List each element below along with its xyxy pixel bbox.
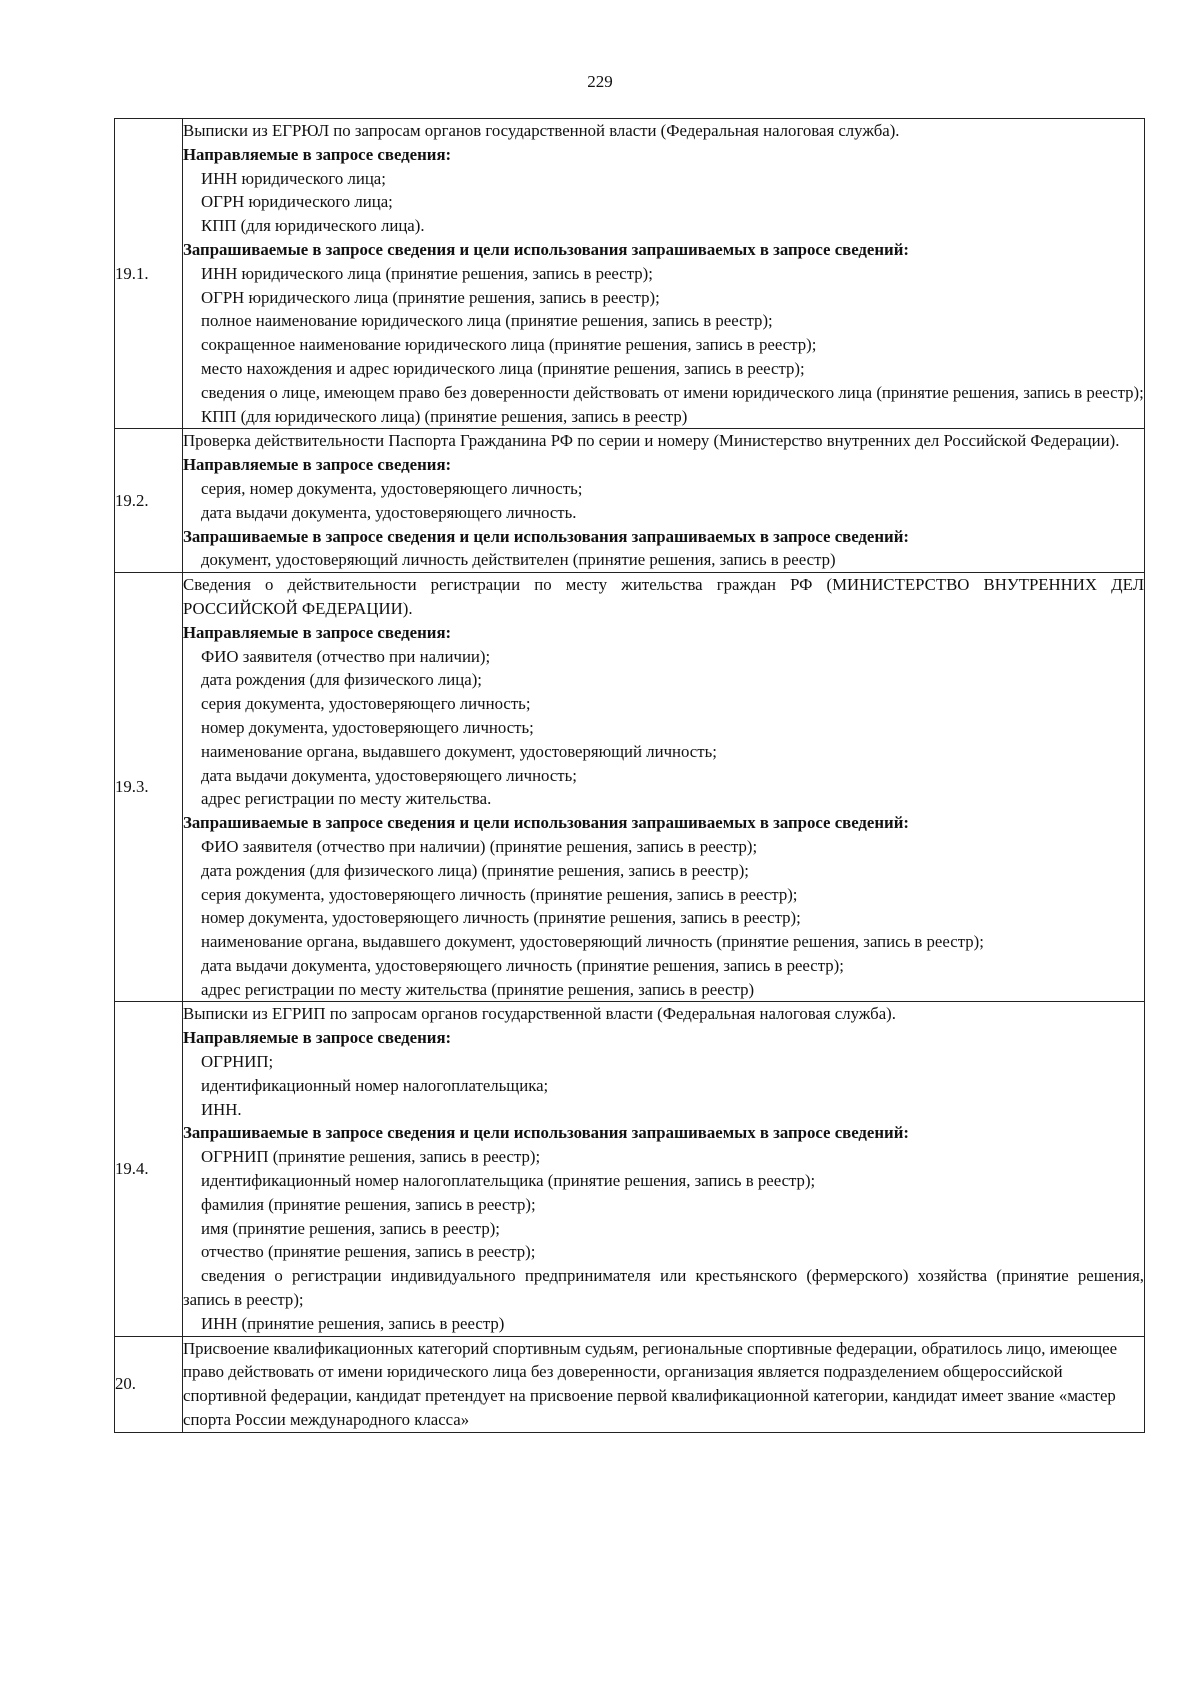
list-item: адрес регистрации по месту жительства. xyxy=(201,789,492,809)
list-item: дата рождения (для физического лица); xyxy=(201,670,482,690)
row-number: 19.4. xyxy=(115,1002,183,1336)
row-content xyxy=(183,119,1145,429)
row-text: Присвоение квалификационных категорий спортивным судьям, региональные спортивные федерации, обратилось лицо, имеющее право действовать от имени юридического лица без доверенности, организация является подразделением общероссийской спортивной федерации, кандидат претендует на присвоение первой квалификационной категории, кандидат имеет звание «мастер спорта России международного класса» xyxy=(183,1338,1118,1430)
row-number: 19.3. xyxy=(115,573,183,1002)
row-title: Проверка действительности Паспорта Гражданина РФ по серии и номеру (Министерство внутренних дел Российской Федерации). xyxy=(183,431,1120,451)
list-item: серия документа, удостоверяющего личность (принятие решения, запись в реестр); xyxy=(201,884,798,904)
list-item: полное наименование юридического лица (принятие решения, запись в реестр); xyxy=(201,311,773,331)
row-title: Выписки из ЕГРЮЛ по запросам органов государственной власти (Федеральная налоговая служба). xyxy=(183,121,900,140)
row-content xyxy=(183,573,1145,1002)
list-item: дата выдачи документа, удостоверяющего личность; xyxy=(201,765,577,785)
sent-header: Направляемые в запросе сведения: xyxy=(183,455,452,475)
list-item: ОГРН юридического лица; xyxy=(201,192,393,212)
list-item: серия документа, удостоверяющего личность; xyxy=(201,694,531,714)
list-item: отчество (принятие решения, запись в реестр); xyxy=(201,1242,536,1262)
list-item: дата выдачи документа, удостоверяющего личность. xyxy=(201,502,577,522)
list-item: ИНН (принятие решения, запись в реестр) xyxy=(201,1313,505,1333)
list-item: сведения о регистрации индивидуального предпринимателя или крестьянского (фермерского) хозяйства (принятие решения, запись в реестр); xyxy=(183,1266,1144,1310)
row-content xyxy=(183,1336,1145,1432)
list-item: ИНН юридического лица; xyxy=(201,168,386,188)
requested-header: Запрашиваемые в запросе сведения и цели использования запрашиваемых в запросе сведений: xyxy=(183,813,909,833)
sent-header: Направляемые в запросе сведения: xyxy=(183,144,452,164)
requested-header: Запрашиваемые в запросе сведения и цели использования запрашиваемых в запросе сведений: xyxy=(183,526,909,546)
table-row xyxy=(115,1002,1145,1336)
list-item: сокращенное наименование юридического лица (принятие решения, запись в реестр); xyxy=(201,335,817,355)
list-item: наименование органа, выдавшего документ, удостоверяющий личность; xyxy=(201,741,717,761)
list-item: КПП (для юридического лица) (принятие решения, запись в реестр) xyxy=(201,406,688,426)
row-content xyxy=(183,429,1145,573)
list-item: фамилия (принятие решения, запись в реестр); xyxy=(201,1194,536,1214)
table-row xyxy=(115,429,1145,573)
list-item: адрес регистрации по месту жительства (принятие решения, запись в реестр) xyxy=(201,979,755,999)
sent-header: Направляемые в запросе сведения: xyxy=(183,622,452,642)
row-number: 20. xyxy=(115,1336,183,1432)
list-item: ИНН юридического лица (принятие решения, запись в реестр); xyxy=(201,263,653,283)
list-item: ОГРНИП (принятие решения, запись в реестр); xyxy=(201,1147,541,1167)
list-item: серия, номер документа, удостоверяющего личность; xyxy=(201,478,583,498)
list-item: дата выдачи документа, удостоверяющего личность (принятие решения, запись в реестр); xyxy=(201,955,844,975)
list-item: документ, удостоверяющий личность действителен (принятие решения, запись в реестр) xyxy=(201,550,836,570)
list-item: наименование органа, выдавшего документ, удостоверяющий личность (принятие решения, запись в реестр); xyxy=(201,932,984,952)
table-row xyxy=(115,119,1145,429)
table-row xyxy=(115,573,1145,1002)
list-item: ФИО заявителя (отчество при наличии); xyxy=(201,646,491,666)
row-content xyxy=(183,1002,1145,1336)
row-number: 19.2. xyxy=(115,429,183,573)
requested-header: Запрашиваемые в запросе сведения и цели использования запрашиваемых в запросе сведений: xyxy=(183,239,909,259)
list-item: номер документа, удостоверяющего личность; xyxy=(201,717,534,737)
list-item: место нахождения и адрес юридического лица (принятие решения, запись в реестр); xyxy=(201,358,805,378)
list-item: идентификационный номер налогоплательщика (принятие решения, запись в реестр); xyxy=(201,1171,816,1191)
row-title: Выписки из ЕГРИП по запросам органов государственной власти (Федеральная налоговая служба). xyxy=(183,1004,896,1024)
list-item: сведения о лице, имеющем право без доверенности действовать от имени юридического лица (принятие решения, запись в реестр); xyxy=(201,382,1144,402)
list-item: имя (принятие решения, запись в реестр); xyxy=(201,1218,500,1238)
requirements-table xyxy=(114,118,1145,1433)
list-item: ФИО заявителя (отчество при наличии) (принятие решения, запись в реестр); xyxy=(201,836,758,856)
sent-header: Направляемые в запросе сведения: xyxy=(183,1028,452,1048)
list-item: ОГРНИП; xyxy=(201,1052,274,1072)
page-number: 229 xyxy=(587,72,613,91)
list-item: идентификационный номер налогоплательщика; xyxy=(201,1075,549,1095)
list-item: ОГРН юридического лица (принятие решения, запись в реестр); xyxy=(201,287,660,307)
row-number: 19.1. xyxy=(115,119,183,429)
list-item: номер документа, удостоверяющего личность (принятие решения, запись в реестр); xyxy=(201,908,801,928)
list-item: КПП (для юридического лица). xyxy=(201,216,425,236)
list-item: дата рождения (для физического лица) (принятие решения, запись в реестр); xyxy=(201,860,749,880)
row-title: Сведения о действительности регистрации по месту жительства граждан РФ (МИНИСТЕРСТВО ВНУТРЕННИХ ДЕЛ РОССИЙСКОЙ ФЕДЕРАЦИИ). xyxy=(183,575,1144,618)
list-item: ИНН. xyxy=(201,1099,242,1119)
requested-header: Запрашиваемые в запросе сведения и цели использования запрашиваемых в запросе сведений: xyxy=(183,1123,909,1143)
table-row xyxy=(115,1336,1145,1432)
